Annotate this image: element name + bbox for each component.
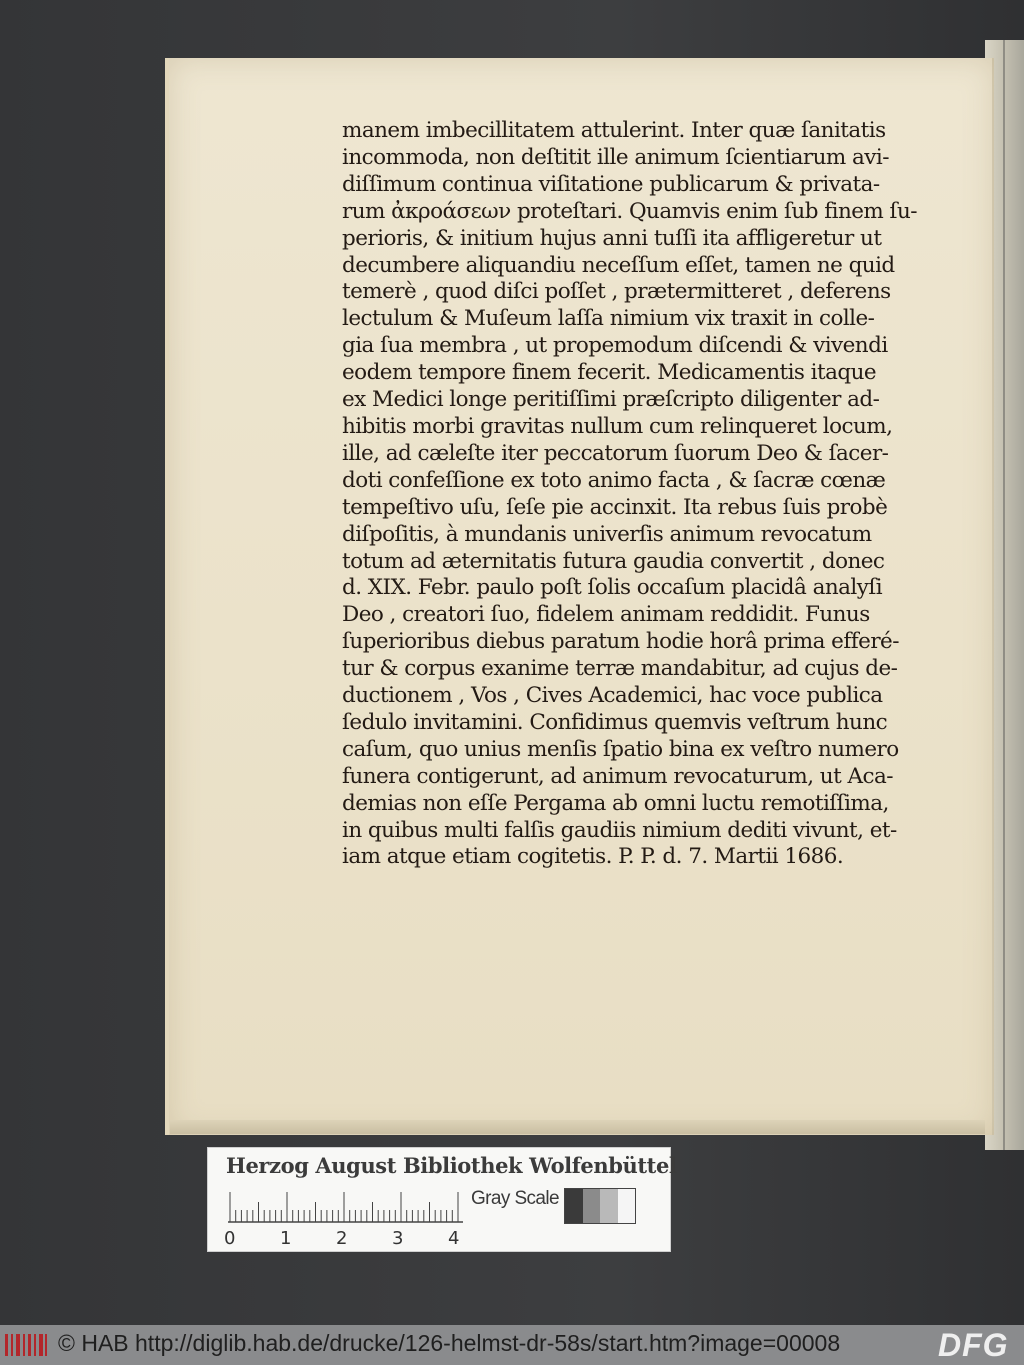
ruler-numbers [224, 1228, 484, 1250]
gray-swatch [583, 1189, 601, 1223]
text-line: tempeſtivo uſu, ſeſe pie accinxit. Ita rebus ſuis probè [342, 494, 888, 520]
text-line: diſſimum continua viſitatione publicarum & privata- [342, 171, 880, 197]
text-line: caſum, quo unius menſis ſpatio bina ex veſtro numero [342, 736, 899, 762]
gray-swatch [618, 1189, 636, 1223]
text-line: totum ad æternitatis futura gaudia convertit , donec [342, 548, 885, 574]
text-line: decumbere aliquandiu neceſſum eſſet, tamen ne quid [342, 252, 895, 278]
text-line: ductionem , Vos , Cives Academici, hac voce publica [342, 683, 883, 709]
gray-swatch [600, 1189, 618, 1223]
page-bottom-edge [170, 1120, 985, 1134]
text-line: ille, ad cæleſte iter peccatorum ſuorum Deo & ſacer- [342, 440, 889, 466]
text-line: tur & corpus exanime terræ mandabitur, ad cujus de- [342, 656, 898, 682]
ruler-number: 3 [392, 1228, 404, 1249]
text-line: iam atque etiam cogitetis. P. P. d. 7. Martii 1686. [342, 844, 844, 870]
ruler-number: 4 [448, 1228, 460, 1249]
gray-swatch [565, 1189, 583, 1223]
text-line: doti confeſſione ex toto animo facta , & ſacræ cœnæ [342, 467, 886, 493]
ruler-ticks [230, 1192, 458, 1222]
text-line: temerè , quod diſci poſſet , prætermitteret , deferens [342, 279, 891, 305]
text-line: ex Medici longe peritiſſimi præſcripto diligenter ad- [342, 387, 880, 413]
library-name: Herzog August Bibliothek Wolfenbüttel [226, 1153, 677, 1178]
grayscale-label: Gray Scale [471, 1188, 559, 1209]
text-line: hibitis morbi gravitas nullum cum relinqueret locum, [342, 413, 893, 439]
ruler-number: 1 [280, 1228, 292, 1249]
text-line: in quibus multi falſis gaudiis nimium dediti vivunt, et- [342, 817, 897, 843]
text-line: lectulum & Muſeum laſſa nimium vix traxit in colle- [342, 306, 875, 332]
ruler-number: 0 [224, 1228, 236, 1249]
hab-barcode-icon [4, 1331, 48, 1359]
ruler-scale [228, 1190, 463, 1224]
text-line: diſpoſitis, à mundanis univerſis animum revocatum [342, 521, 872, 547]
viewer-footer [0, 1325, 1024, 1365]
text-line: incommoda, non deſtitit ille animum ſcientiarum avi- [342, 144, 889, 170]
text-line: manem imbecillitatem attulerint. Inter quæ ſanitatis [342, 118, 886, 143]
text-line: funera contigerunt, ad animum revocaturum, ut Aca- [342, 763, 893, 789]
text-line: ſuperioribus diebus paratum hodie horâ prima efferé- [342, 629, 899, 655]
text-line: perioris, & initium hujus anni tuſſi ita affligeretur ut [342, 225, 882, 251]
document-text-block [342, 118, 932, 871]
text-line: d. XIX. Febr. paulo poſt ſolis occaſum placidâ analyſi [342, 575, 883, 601]
scale-ruler-card [207, 1147, 677, 1252]
copyright-url[interactable]: © HAB http://diglib.hab.de/drucke/126-helmst-dr-58s/start.htm?image=00008 [58, 1330, 841, 1356]
grayscale-swatches [564, 1188, 636, 1224]
text-line: eodem tempore finem fecerit. Medicamentis itaque [342, 360, 877, 386]
text-line: Deo , creatori ſuo, fidelem animam reddidit. Funus [342, 602, 870, 628]
ruler-number: 2 [336, 1228, 348, 1249]
text-line: rum ἀκροάσεων proteſtari. Quamvis enim ſub finem ſu- [342, 198, 917, 224]
text-line: ſedulo invitamini. Confidimus quemvis veſtrum hunc [342, 709, 888, 735]
text-line: demias non eſſe Pergama ab omni luctu remotiſſima, [342, 790, 889, 816]
text-line: gia ſua membra , ut propemodum diſcendi & vivendi [342, 333, 888, 359]
dfg-logo: DFG [938, 1327, 1009, 1363]
